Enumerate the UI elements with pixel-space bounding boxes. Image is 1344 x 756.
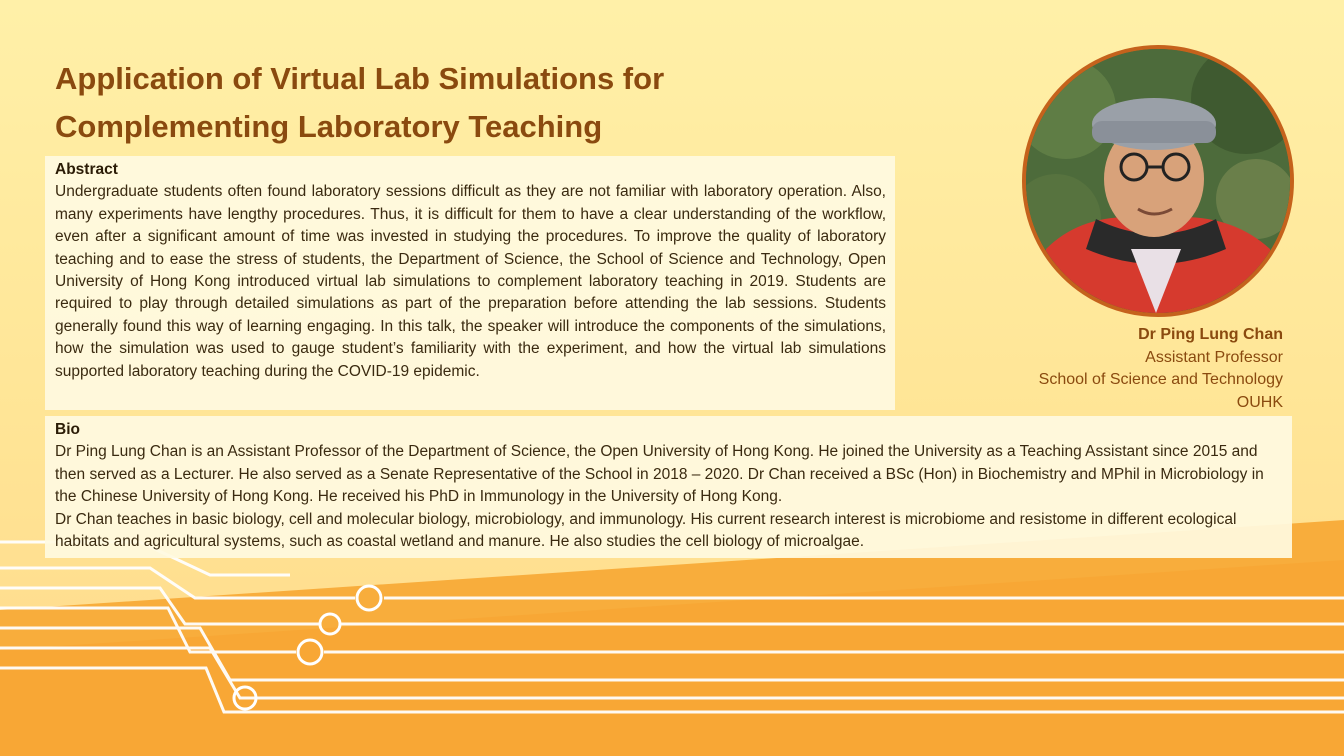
speaker-position: Assistant Professor (1145, 348, 1283, 366)
bio-heading: Bio (55, 421, 80, 438)
page-title (55, 55, 875, 151)
speaker-portrait (1022, 45, 1294, 317)
abstract-text: Undergraduate students often found laboratory sessions difficult as they are not familiar with laboratory operation. Also, many experiments have lengthy procedures. Thus, it is difficult for them to have a clear understanding of the workflow, even after a significant amount of time was invested in studying the procedures. To improve the quality of laboratory teaching and to ease the stress of students, the Department of Science, the School of Science and Technology, Open University of Hong Kong introduced virtual lab simulations to complement laboratory teaching in 2019. Students are required to play through detailed simulations as part of the preparation before attending the lab sessions. Students generally found this way of learning engaging. In this talk, the speaker will introduce the components of the simulations, how the simulation was used to gauge student’s familiarity with the experiment, and how the virtual lab simulations supported laboratory teaching during the COVID-19 epidemic. (55, 183, 886, 380)
bio-panel (45, 416, 1292, 558)
bio-paragraph-1: Dr Ping Lung Chan is an Assistant Professor of the Department of Science, the Open University of Hong Kong. He joined the University as a Teaching Assistant since 2015 and then served as a Lecturer. He also served as a Senate Representative of the School in 2018 – 2020. Dr Chan received a BSc (Hon) in Biochemistry and MPhil in Microbiology in the Chinese University of Hong Kong. He received his PhD in Immunology in the University of Hong Kong. (55, 443, 1264, 506)
abstract-heading: Abstract (55, 161, 118, 178)
speaker-photo-illustration (1026, 49, 1290, 313)
speaker-school: School of Science and Technology (1038, 371, 1283, 389)
title-line-2: Complementing Laboratory Teaching (55, 109, 603, 144)
abstract-panel (45, 156, 895, 410)
speaker-institution: OUHK (1236, 393, 1283, 411)
title-line-1: Application of Virtual Lab Simulations for (55, 61, 665, 96)
speaker-info (953, 324, 1283, 414)
speaker-name: Dr Ping Lung Chan (1138, 326, 1283, 343)
bio-paragraph-2: Dr Chan teaches in basic biology, cell and molecular biology, microbiology, and immunology. His current research interest is microbiome and resistome in different ecological habitats and agricultural systems, such as coastal wetland and manure. He also studies the cell biology of microalgae. (55, 510, 1237, 551)
